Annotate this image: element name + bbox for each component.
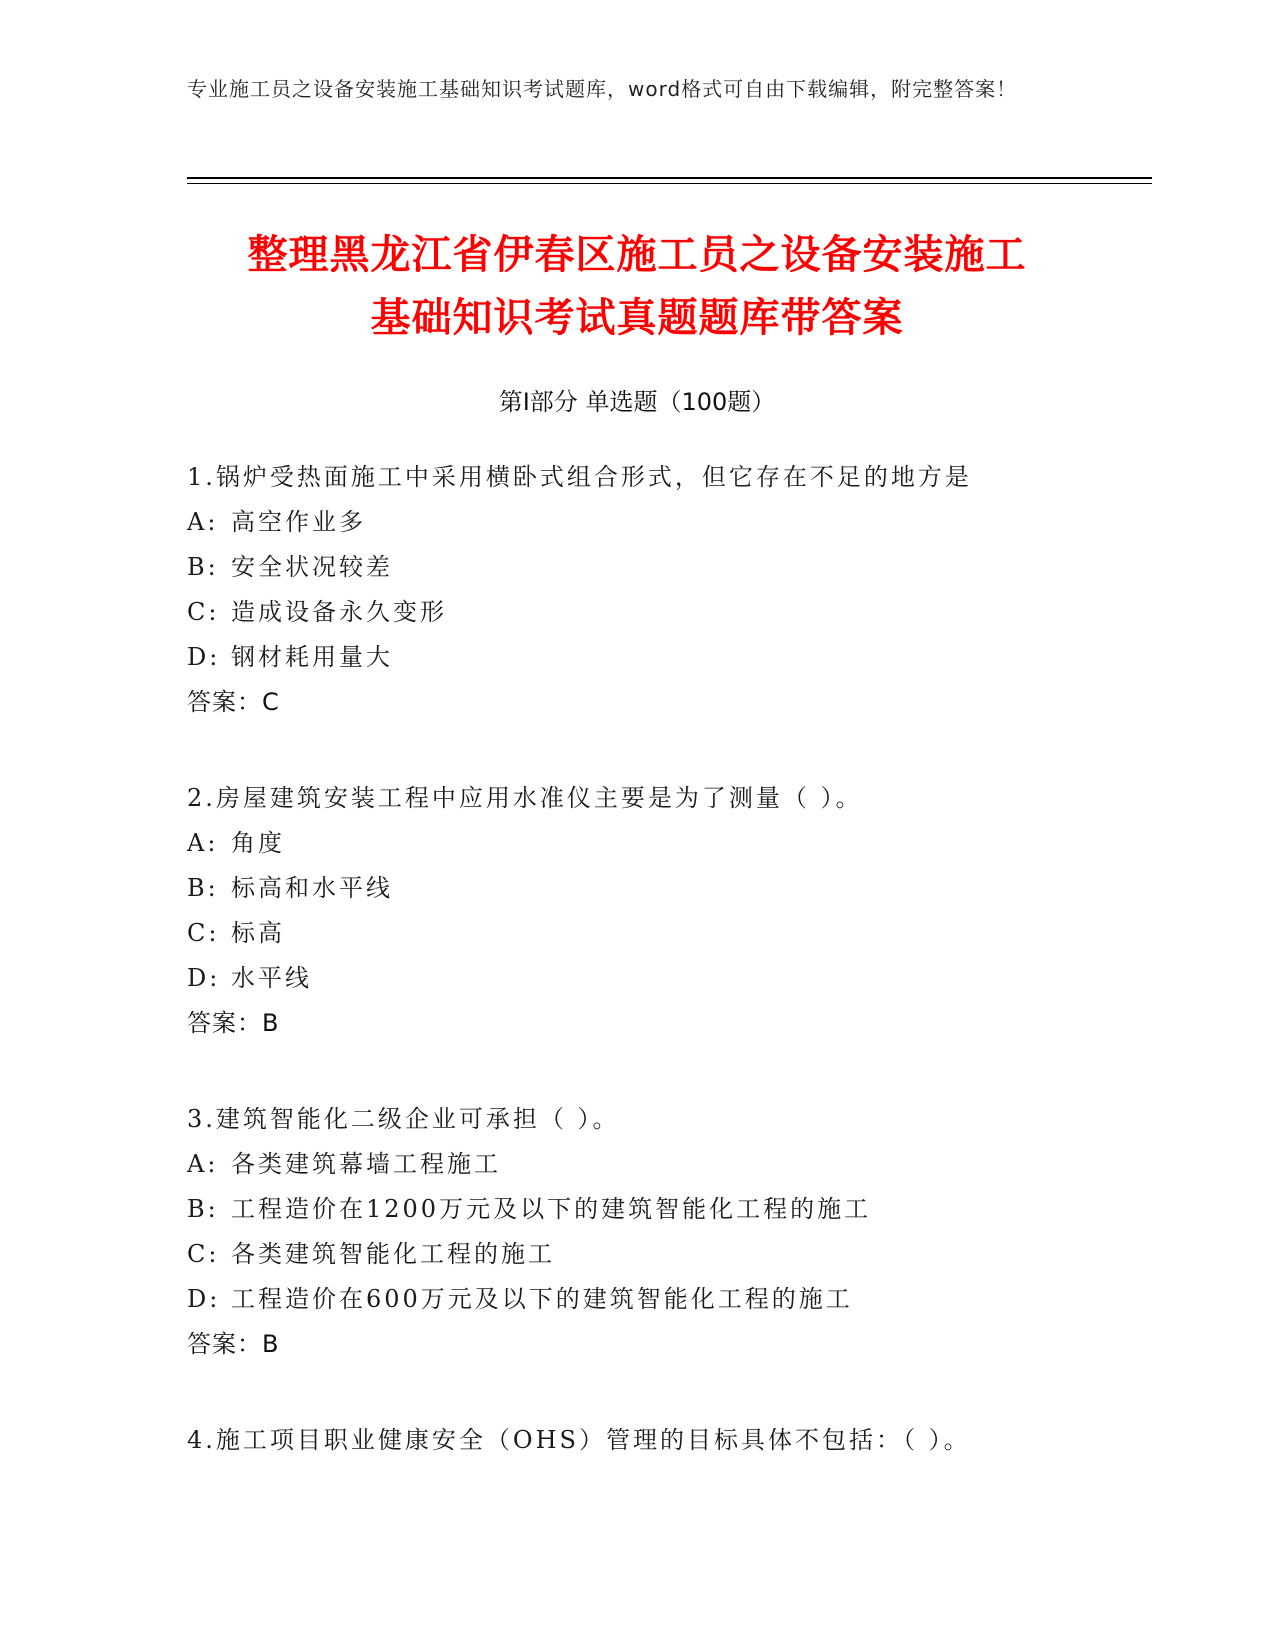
option-text: 工程造价在1200万元及以下的建筑智能化工程的施工	[231, 1195, 872, 1223]
option-c	[187, 911, 1137, 956]
option-c	[187, 590, 1137, 635]
option-key: C:	[187, 1240, 220, 1268]
option-text: 安全状况较差	[231, 553, 393, 581]
option-b	[187, 545, 1137, 590]
question-stem: 2.房屋建筑安装工程中应用水准仪主要是为了测量（ ）。	[187, 784, 863, 812]
answer-label: 答案：B	[187, 1330, 280, 1358]
option-d	[187, 635, 1137, 680]
option-text: 水平线	[231, 964, 312, 992]
option-key: B:	[187, 874, 219, 902]
option-d	[187, 1277, 1137, 1322]
document-title-line-2: 基础知识考试真题题库带答案	[370, 295, 904, 341]
question-4	[187, 1418, 1137, 1463]
option-d	[187, 956, 1137, 1001]
question-stem: 3.建筑智能化二级企业可承担（ ）。	[187, 1105, 620, 1133]
question-1	[187, 455, 1137, 725]
option-key: C:	[187, 919, 220, 947]
option-text: 各类建筑幕墙工程施工	[231, 1150, 501, 1178]
question-2	[187, 776, 1137, 1046]
answer-label: 答案：C	[187, 688, 280, 716]
option-b	[187, 866, 1137, 911]
option-a	[187, 1142, 1137, 1187]
option-text: 各类建筑智能化工程的施工	[231, 1240, 555, 1268]
option-key: C:	[187, 598, 220, 626]
header-divider-thick	[187, 177, 1152, 179]
option-c	[187, 1232, 1137, 1277]
question-3	[187, 1097, 1137, 1367]
answer-label: 答案：B	[187, 1009, 280, 1037]
option-text: 标高和水平线	[231, 874, 393, 902]
question-stem: 4.施工项目职业健康安全（OHS）管理的目标具体不包括：（ ）。	[187, 1426, 971, 1454]
option-key: B:	[187, 1195, 219, 1223]
document-title-line-1: 整理黑龙江省伊春区施工员之设备安装施工	[247, 232, 1027, 278]
option-b	[187, 1187, 1137, 1232]
option-text: 工程造价在600万元及以下的建筑智能化工程的施工	[231, 1285, 853, 1313]
option-text: 造成设备永久变形	[231, 598, 447, 626]
option-key: A:	[187, 1150, 219, 1178]
header-divider-thin	[187, 183, 1152, 184]
option-key: D:	[187, 643, 221, 671]
section-heading: 第Ⅰ部分 单选题（100题）	[498, 388, 776, 416]
option-key: A:	[187, 829, 219, 857]
option-key: D:	[187, 964, 221, 992]
question-stem: 1.锅炉受热面施工中采用横卧式组合形式，但它存在不足的地方是	[187, 463, 972, 491]
option-a	[187, 500, 1137, 545]
option-text: 高空作业多	[231, 508, 366, 536]
option-key: A:	[187, 508, 219, 536]
option-text: 角度	[231, 829, 285, 857]
header-note: 专业施工员之设备安装施工基础知识考试题库，word格式可自由下载编辑，附完整答案！	[187, 77, 1018, 101]
option-text: 钢材耗用量大	[231, 643, 393, 671]
option-key: D:	[187, 1285, 221, 1313]
option-key: B:	[187, 553, 219, 581]
document-title	[187, 224, 1087, 350]
option-a	[187, 821, 1137, 866]
option-text: 标高	[231, 919, 285, 947]
